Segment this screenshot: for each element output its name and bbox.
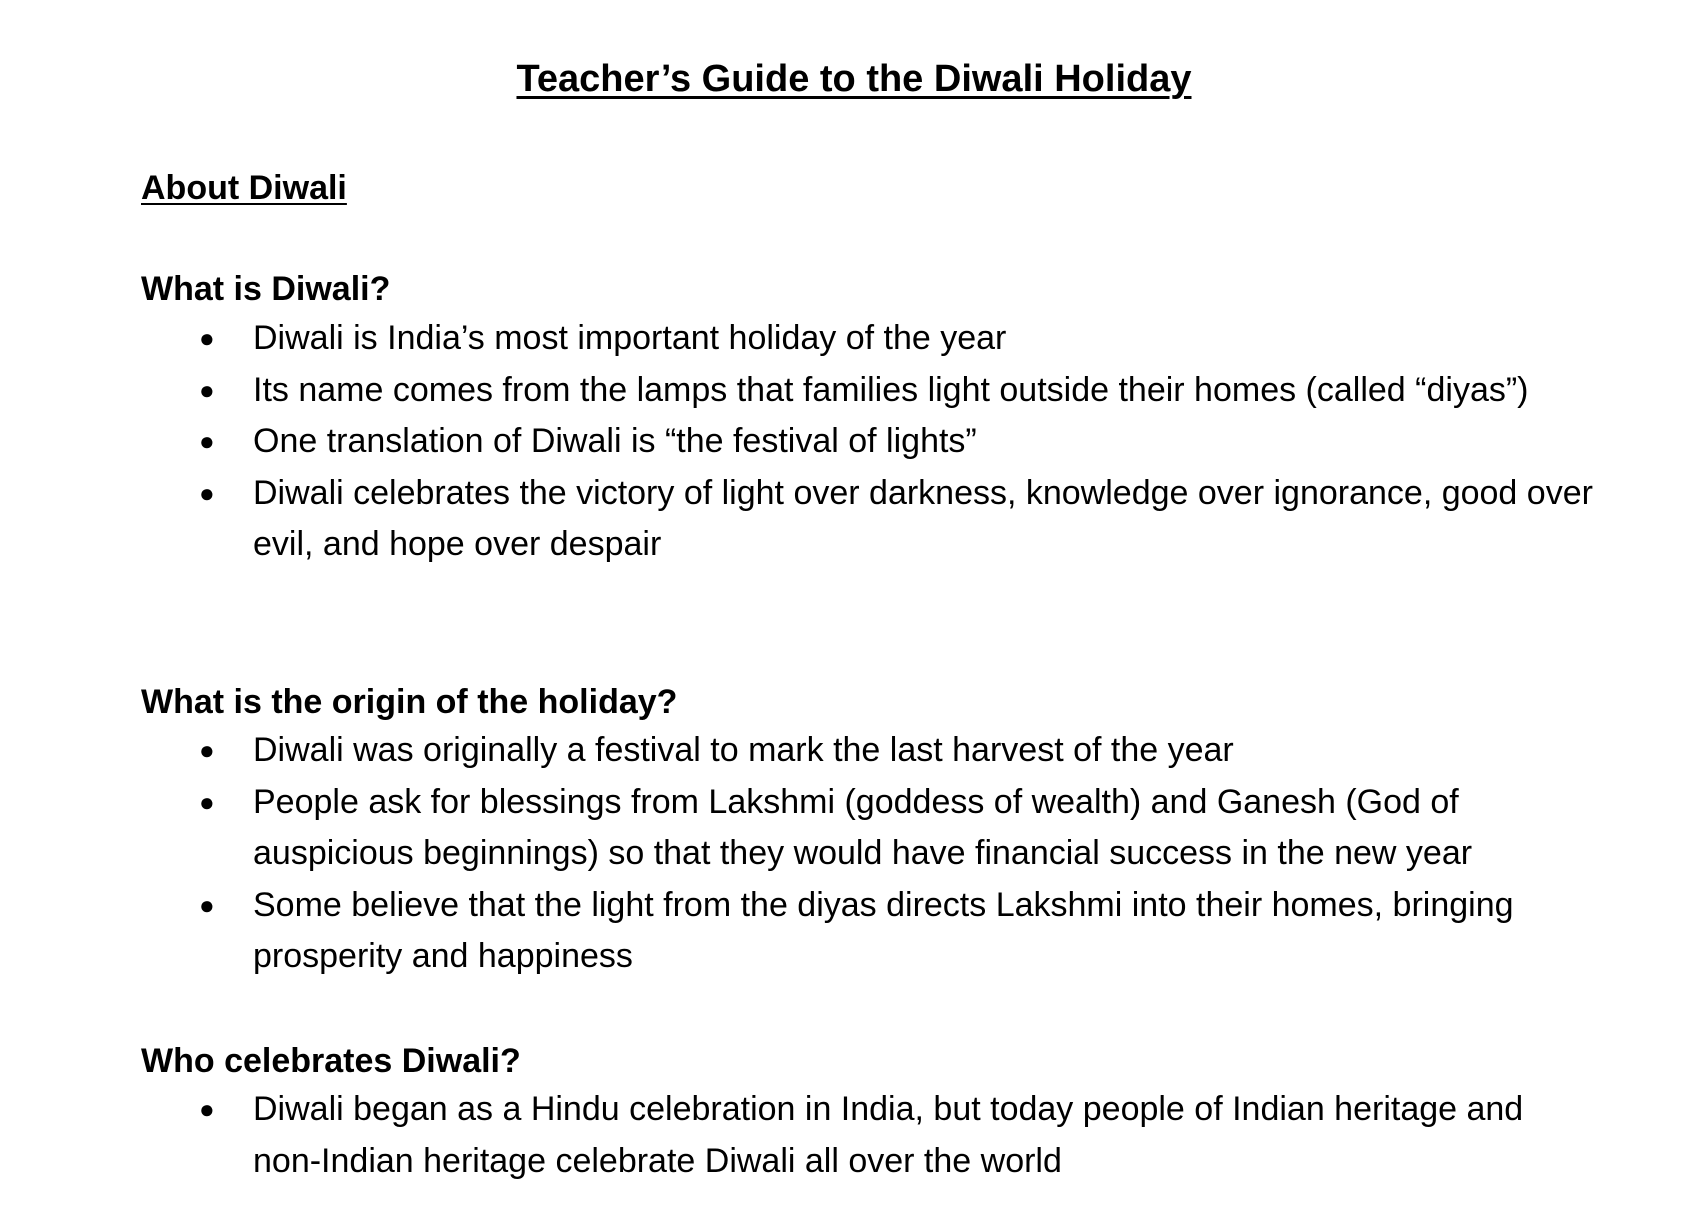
question-who-celebrates: Who celebrates Diwali? bbox=[141, 1042, 521, 1080]
document-title: Teacher’s Guide to the Diwali Holiday bbox=[516, 58, 1192, 100]
bullet-dot-icon: ● bbox=[199, 374, 215, 405]
bullet-dot-icon: ● bbox=[199, 735, 215, 765]
list-item bbox=[0, 313, 1598, 365]
list-item bbox=[0, 880, 1598, 983]
list-item bbox=[0, 416, 1598, 468]
section-heading-about-diwali: About Diwali bbox=[141, 169, 347, 207]
list-item bbox=[0, 777, 1598, 880]
bullet-dot-icon: ● bbox=[199, 889, 215, 920]
question-what-is-diwali: What is Diwali? bbox=[141, 270, 391, 308]
bullet-dot-icon: ● bbox=[199, 426, 215, 456]
list-item-text: One translation of Diwali is “the festival of lights” bbox=[253, 422, 977, 460]
list-item-text: Its name comes from the lamps that families light outside their homes (called “diyas”) bbox=[253, 370, 1529, 409]
bullet-dot-icon: ● bbox=[199, 1094, 215, 1124]
list-item-text: Diwali is India’s most important holiday of the year bbox=[253, 319, 1007, 357]
list-item bbox=[0, 468, 1598, 571]
bullet-dot-icon: ● bbox=[199, 477, 215, 508]
bullet-list-who-celebrates bbox=[0, 1084, 1598, 1187]
bullet-list-what-is-diwali bbox=[0, 313, 1598, 571]
bullet-dot-icon: ● bbox=[199, 786, 215, 817]
list-item bbox=[0, 365, 1598, 417]
list-item-text: Diwali celebrates the victory of light over darkness, knowledge over ignorance, good over evil, and hope over despair bbox=[253, 473, 1593, 563]
list-item-text: Diwali was originally a festival to mark the last harvest of the year bbox=[253, 731, 1234, 769]
bullet-list-origin-of-holiday bbox=[0, 725, 1598, 983]
list-item-text: Some believe that the light from the diyas directs Lakshmi into their homes, bringing prosperity and happiness bbox=[253, 885, 1514, 975]
list-item bbox=[0, 725, 1598, 777]
question-origin-of-holiday: What is the origin of the holiday? bbox=[141, 683, 678, 721]
bullet-dot-icon: ● bbox=[199, 323, 215, 353]
list-item bbox=[0, 1084, 1598, 1187]
list-item-text: People ask for blessings from Lakshmi (goddess of wealth) and Ganesh (God of auspicious beginnings) so that they would have financial success in the new year bbox=[253, 782, 1473, 872]
list-item-text: Diwali began as a Hindu celebration in India, but today people of Indian heritage and non-Indian heritage celebrate Diwali all over the world bbox=[253, 1090, 1524, 1180]
